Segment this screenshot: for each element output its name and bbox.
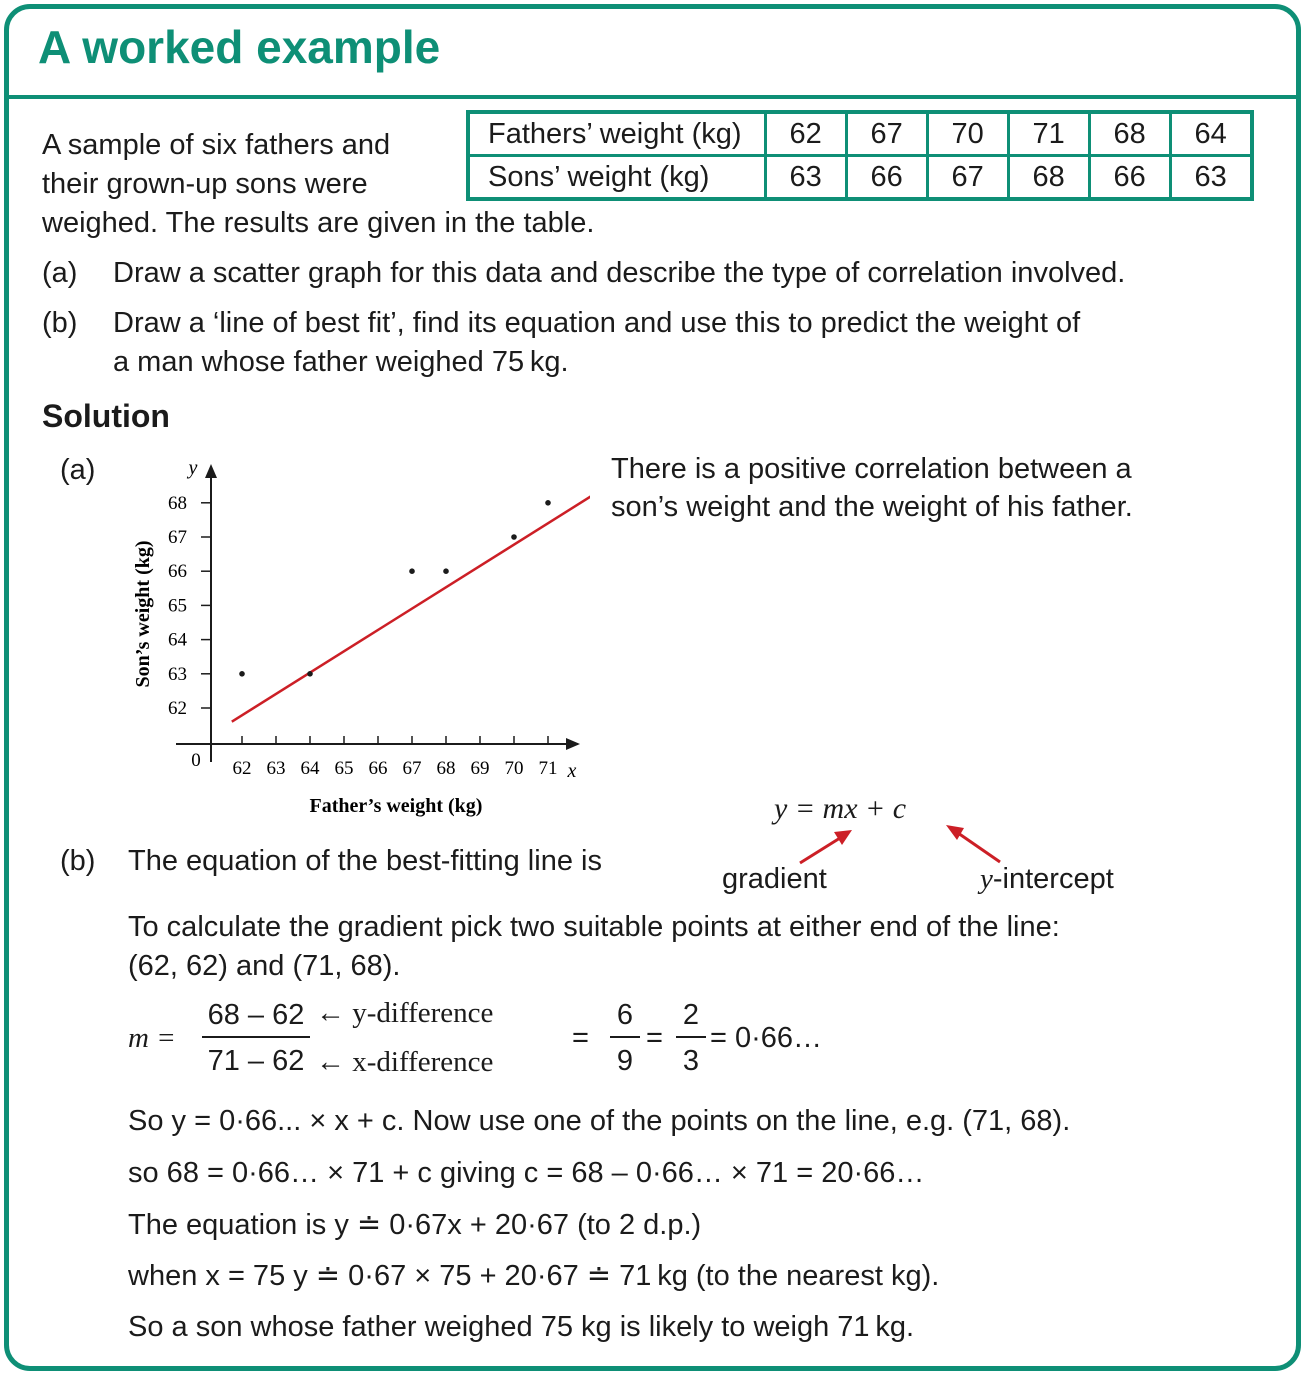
m-label: m = [128, 1022, 176, 1054]
table-cell: 68 [1089, 112, 1170, 156]
fraction-denominator: 71 – 62 [207, 1045, 305, 1077]
y-axis-var: y [188, 457, 198, 479]
table-cell: 66 [846, 156, 927, 200]
intercept-suffix: -intercept [992, 863, 1114, 895]
table-cell: 70 [927, 112, 1008, 156]
solution-a-marker: (a) [60, 454, 96, 486]
working-line-1: So y = 0·66... × x + c. Now use one of the points on the line, e.g. (71, 68). [128, 1105, 1071, 1137]
y-tick-label: 65 [168, 595, 187, 617]
fraction-3-numerator: 2 [682, 999, 700, 1031]
fraction-numerator: 68 – 62 [207, 999, 305, 1031]
working-line-3: The equation is y ≐ 0·67x + 20·67 (to 2 d.p.) [128, 1209, 702, 1241]
gradient-result: = 0·66… [710, 1022, 823, 1054]
table-row-label: Sons’ weight (kg) [468, 156, 765, 200]
table-cell: 71 [1008, 112, 1089, 156]
y-tick-label: 67 [168, 527, 187, 548]
solution-b-marker: (b) [60, 845, 96, 877]
solution-a-text-1: There is a positive correlation between a [611, 453, 1132, 485]
note-y-difference: ← y-difference [316, 997, 494, 1029]
intercept-arrow [958, 833, 1000, 862]
intro-line-3: weighed. The results are given in the table. [42, 207, 595, 239]
x-tick-label: 66 [368, 758, 388, 779]
x-tick-label: 69 [470, 758, 490, 779]
intercept-variable: y [980, 863, 993, 895]
table-cell: 62 [765, 112, 846, 156]
table-cell: 64 [1170, 112, 1252, 156]
x-tick-label: 63 [266, 758, 286, 779]
y-tick-label: 62 [168, 698, 187, 719]
intro-line-2: their grown-up sons were [42, 168, 368, 200]
question-b-line-1: Draw a ‘line of best fit’, find its equation and use this to predict the weight of [113, 307, 1081, 339]
x-tick-label: 71 [538, 758, 558, 779]
fraction-2-numerator: 6 [616, 999, 634, 1031]
x-tick-label: 67 [402, 758, 422, 779]
question-a-marker: (a) [42, 257, 78, 289]
gradient-arrow [800, 838, 840, 863]
box-title: A worked example [38, 21, 441, 73]
question-b-marker: (b) [42, 307, 78, 339]
table-cell: 68 [1008, 156, 1089, 200]
solution-b-intro: The equation of the best-fitting line is [128, 845, 602, 877]
gradient-line-2: (62, 62) and (71, 68). [128, 950, 401, 982]
y-axis-title: Son’s weight (kg) [132, 540, 154, 688]
x-axis-var: x [567, 760, 577, 782]
x-tick-label: 65 [334, 758, 354, 779]
gradient-line-1: To calculate the gradient pick two suitable points at either end of the line: [128, 911, 1060, 943]
y-tick-label: 63 [168, 663, 187, 685]
equals-sign-2: = [646, 1022, 663, 1054]
intro-line-1: A sample of six fathers and [42, 129, 391, 161]
x-tick-label: 70 [504, 758, 524, 779]
question-b-line-2: a man whose father weighed 75 kg. [113, 346, 569, 378]
fraction-3-denominator: 3 [682, 1045, 700, 1077]
table-row-label: Fathers’ weight (kg) [468, 112, 765, 156]
x-tick-label: 62 [232, 758, 252, 779]
equals-sign: = [572, 1022, 589, 1054]
x-tick-label: 64 [300, 758, 320, 779]
solution-a-text-2: son’s weight and the weight of his father. [611, 491, 1133, 523]
origin-label: 0 [191, 750, 201, 771]
label-gradient: gradient [722, 863, 827, 895]
fraction-2-denominator: 9 [616, 1045, 634, 1077]
table-cell: 63 [765, 156, 846, 200]
x-axis-title: Father’s weight (kg) [309, 795, 483, 817]
working-line-4: when x = 75 y ≐ 0·67 × 75 + 20·67 ≐ 71 kg (to the nearest kg). [128, 1260, 940, 1292]
working-line-2: so 68 = 0·66… × 71 + c giving c = 68 – 0·66… × 71 = 20·66… [128, 1157, 925, 1189]
fraction-2-bar [610, 1036, 640, 1038]
y-tick-label: 64 [168, 629, 187, 651]
note-x-difference: ← x-difference [316, 1046, 494, 1078]
fraction-3-bar [676, 1036, 706, 1038]
table-cell: 67 [846, 112, 927, 156]
question-a-text: Draw a scatter graph for this data and describe the type of correlation involved. [113, 257, 1126, 289]
working-line-5: So a son whose father weighed 75 kg is likely to weigh 71 kg. [128, 1311, 915, 1343]
solution-heading: Solution [42, 398, 170, 434]
x-tick-label: 68 [436, 758, 456, 779]
y-tick-label: 66 [168, 561, 187, 583]
intercept-arrowhead [946, 825, 964, 840]
table-cell: 66 [1089, 156, 1170, 200]
table-cell: 63 [1170, 156, 1252, 200]
table-cell: 67 [927, 156, 1008, 200]
y-tick-label: 68 [168, 492, 187, 514]
equation-ymxc: y = mx + c [774, 792, 907, 825]
fraction-bar [202, 1036, 310, 1038]
gradient-arrowhead [834, 830, 852, 845]
